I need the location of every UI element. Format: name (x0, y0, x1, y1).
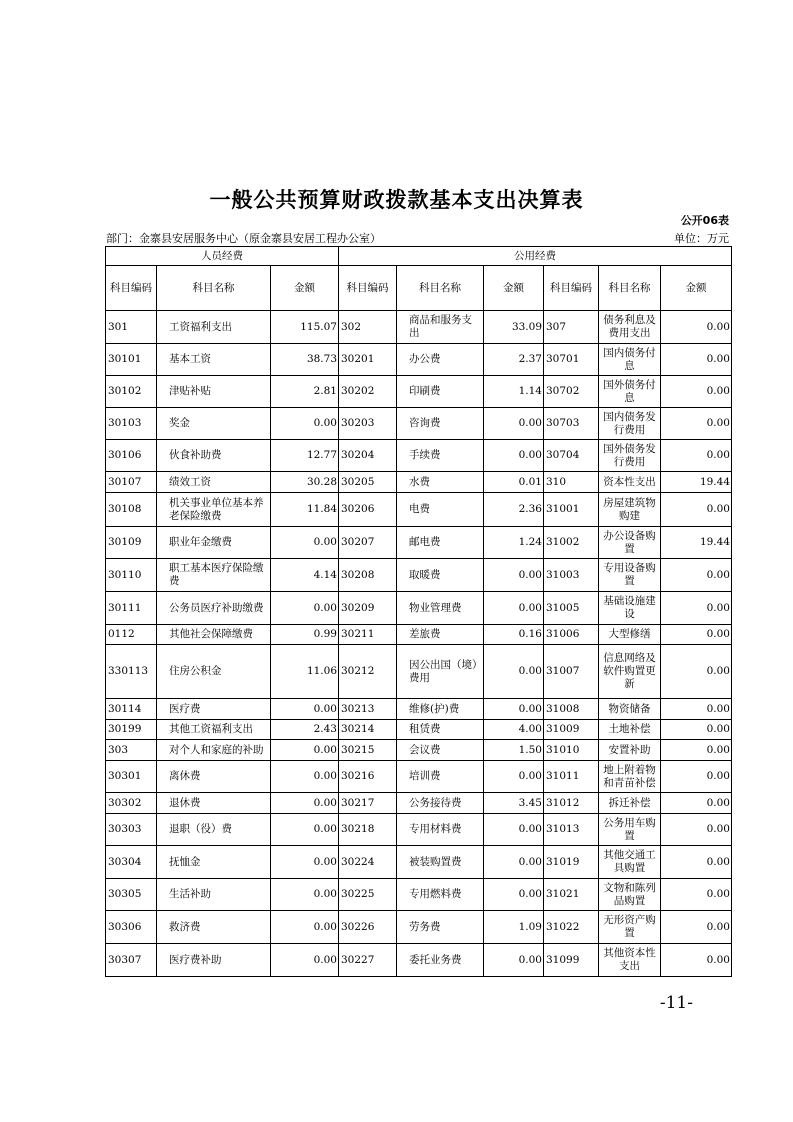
public-amount-cell: 0.00 (484, 408, 544, 440)
table-row (106, 472, 732, 493)
capital-name-cell: 安置补助 (599, 740, 661, 761)
public-name-cell: 邮电费 (397, 527, 484, 559)
personnel-amount-cell: 0.00 (271, 944, 339, 977)
capital-name-cell: 公务用车购置 (599, 814, 661, 846)
personnel-name-cell: 其他社会保障缴费 (157, 625, 271, 645)
name-header: 科目名称 (599, 266, 661, 311)
personnel-code-cell: 30199 (106, 720, 157, 740)
public-amount-cell: 0.16 (484, 625, 544, 645)
public-code-cell: 30202 (339, 376, 397, 408)
public-amount-cell: 0.00 (484, 761, 544, 793)
capital-code-cell: 30703 (544, 408, 599, 440)
capital-name-cell: 其他资本性支出 (599, 944, 661, 977)
public-amount-cell: 0.00 (484, 592, 544, 625)
personnel-name-cell: 住房公积金 (157, 645, 271, 699)
capital-name-cell: 基础设施建设 (599, 592, 661, 625)
personnel-code-cell: 30302 (106, 793, 157, 814)
capital-name-cell: 国内债务发行费用 (599, 408, 661, 440)
personnel-name-cell: 对个人和家庭的补助 (157, 740, 271, 761)
capital-code-cell: 31003 (544, 559, 599, 592)
table-row (106, 720, 732, 740)
capital-code-cell: 31005 (544, 592, 599, 625)
capital-amount-cell: 0.00 (661, 440, 732, 472)
capital-name-cell: 物资储备 (599, 699, 661, 720)
capital-code-cell: 310 (544, 472, 599, 493)
public-name-cell: 咨询费 (397, 408, 484, 440)
personnel-amount-cell: 2.43 (271, 720, 339, 740)
personnel-name-cell: 医疗费补助 (157, 944, 271, 977)
personnel-code-cell: 30305 (106, 879, 157, 911)
personnel-code-cell: 301 (106, 311, 157, 344)
unit-label: 单位：万元 (674, 232, 729, 245)
personnel-amount-cell: 11.84 (271, 493, 339, 527)
public-name-cell: 印刷费 (397, 376, 484, 408)
public-name-cell: 劳务费 (397, 911, 484, 944)
public-name-cell: 物业管理费 (397, 592, 484, 625)
capital-amount-cell: 0.00 (661, 592, 732, 625)
public-name-cell: 维修(护)费 (397, 699, 484, 720)
capital-name-cell: 国外债务发行费用 (599, 440, 661, 472)
personnel-name-cell: 抚恤金 (157, 846, 271, 879)
capital-code-cell: 31099 (544, 944, 599, 977)
personnel-amount-cell: 0.00 (271, 879, 339, 911)
public-name-cell: 商品和服务支出 (397, 311, 484, 344)
table-row (106, 344, 732, 376)
capital-amount-cell: 0.00 (661, 559, 732, 592)
public-amount-cell: 0.00 (484, 944, 544, 977)
capital-amount-cell: 0.00 (661, 846, 732, 879)
capital-code-cell: 31019 (544, 846, 599, 879)
personnel-amount-cell: 0.00 (271, 793, 339, 814)
capital-amount-cell: 19.44 (661, 527, 732, 559)
personnel-amount-cell: 115.07 (271, 311, 339, 344)
personnel-name-cell: 基本工资 (157, 344, 271, 376)
capital-amount-cell: 0.00 (661, 740, 732, 761)
public-amount-cell: 0.01 (484, 472, 544, 493)
public-amount-cell: 0.00 (484, 645, 544, 699)
capital-name-cell: 其他交通工具购置 (599, 846, 661, 879)
capital-amount-cell: 0.00 (661, 376, 732, 408)
table-row (106, 625, 732, 645)
public-code-cell: 30201 (339, 344, 397, 376)
personnel-code-cell: 30301 (106, 761, 157, 793)
capital-name-cell: 地上附着物和青苗补偿 (599, 761, 661, 793)
personnel-amount-cell: 0.00 (271, 592, 339, 625)
public-name-cell: 被装购置费 (397, 846, 484, 879)
personnel-amount-cell: 12.77 (271, 440, 339, 472)
personnel-name-cell: 机关事业单位基本养老保险缴费 (157, 493, 271, 527)
table-row (106, 440, 732, 472)
personnel-code-cell: 30110 (106, 559, 157, 592)
personnel-name-cell: 津贴补贴 (157, 376, 271, 408)
public-code-cell: 30209 (339, 592, 397, 625)
capital-amount-cell: 0.00 (661, 814, 732, 846)
personnel-name-cell: 职业年金缴费 (157, 527, 271, 559)
capital-code-cell: 31012 (544, 793, 599, 814)
personnel-name-cell: 退休费 (157, 793, 271, 814)
capital-name-cell: 国内债务付息 (599, 344, 661, 376)
public-name-cell: 培训费 (397, 761, 484, 793)
amount-header: 金额 (271, 266, 339, 311)
capital-amount-cell: 0.00 (661, 699, 732, 720)
capital-amount-cell: 0.00 (661, 761, 732, 793)
public-amount-cell: 3.45 (484, 793, 544, 814)
personnel-amount-cell: 0.00 (271, 408, 339, 440)
capital-name-cell: 土地补偿 (599, 720, 661, 740)
public-name-cell: 专用材料费 (397, 814, 484, 846)
personnel-amount-cell: 30.28 (271, 472, 339, 493)
public-name-cell: 因公出国（境）费用 (397, 645, 484, 699)
page-number: -11- (659, 993, 693, 1013)
personnel-name-cell: 奖金 (157, 408, 271, 440)
capital-amount-cell: 0.00 (661, 344, 732, 376)
personnel-code-cell: 0112 (106, 625, 157, 645)
public-amount-cell: 1.09 (484, 911, 544, 944)
personnel-code-cell: 30107 (106, 472, 157, 493)
personnel-code-cell: 30106 (106, 440, 157, 472)
capital-name-cell: 债务利息及费用支出 (599, 311, 661, 344)
capital-code-cell: 31008 (544, 699, 599, 720)
personnel-name-cell: 离休费 (157, 761, 271, 793)
public-code-cell: 30212 (339, 645, 397, 699)
public-code-cell: 30214 (339, 720, 397, 740)
capital-name-cell: 专用设备购置 (599, 559, 661, 592)
capital-amount-cell: 19.44 (661, 472, 732, 493)
public-code-cell: 30218 (339, 814, 397, 846)
code-header: 科目编码 (339, 266, 397, 311)
personnel-amount-cell: 0.00 (271, 699, 339, 720)
personnel-amount-cell: 0.00 (271, 814, 339, 846)
capital-code-cell: 30701 (544, 344, 599, 376)
personnel-amount-cell: 0.99 (271, 625, 339, 645)
public-amount-cell: 2.36 (484, 493, 544, 527)
table-row (106, 592, 732, 625)
table-row (106, 645, 732, 699)
public-name-cell: 水费 (397, 472, 484, 493)
capital-amount-cell: 0.00 (661, 645, 732, 699)
public-amount-cell: 1.24 (484, 527, 544, 559)
table-row (106, 408, 732, 440)
public-code-cell: 30207 (339, 527, 397, 559)
personnel-name-cell: 职工基本医疗保险缴费 (157, 559, 271, 592)
name-header: 科目名称 (397, 266, 484, 311)
capital-amount-cell: 0.00 (661, 911, 732, 944)
personnel-code-cell: 30304 (106, 846, 157, 879)
public-code-cell: 30217 (339, 793, 397, 814)
public-name-cell: 租赁费 (397, 720, 484, 740)
capital-code-cell: 31006 (544, 625, 599, 645)
personnel-amount-cell: 0.00 (271, 761, 339, 793)
capital-code-cell: 31022 (544, 911, 599, 944)
personnel-code-cell: 330113 (106, 645, 157, 699)
form-number: 公开06表 (680, 214, 729, 227)
table-row (106, 740, 732, 761)
personnel-amount-cell: 11.06 (271, 645, 339, 699)
capital-name-cell: 房屋建筑物购建 (599, 493, 661, 527)
public-amount-cell: 33.09 (484, 311, 544, 344)
personnel-amount-cell: 2.81 (271, 376, 339, 408)
public-amount-cell: 0.00 (484, 559, 544, 592)
table-row (106, 559, 732, 592)
public-name-cell: 会议费 (397, 740, 484, 761)
personnel-code-cell: 30102 (106, 376, 157, 408)
personnel-amount-cell: 0.00 (271, 527, 339, 559)
table-row (106, 911, 732, 944)
code-header: 科目编码 (106, 266, 157, 311)
public-name-cell: 电费 (397, 493, 484, 527)
personnel-amount-cell: 4.14 (271, 559, 339, 592)
public-amount-cell: 0.00 (484, 879, 544, 911)
table-row (106, 311, 732, 344)
public-amount-cell: 0.00 (484, 846, 544, 879)
personnel-code-cell: 30101 (106, 344, 157, 376)
public-code-cell: 30226 (339, 911, 397, 944)
public-header: 公用经费 (339, 247, 732, 266)
personnel-name-cell: 救济费 (157, 911, 271, 944)
personnel-code-cell: 30303 (106, 814, 157, 846)
table-row (106, 846, 732, 879)
capital-name-cell: 大型修缮 (599, 625, 661, 645)
name-header: 科目名称 (157, 266, 271, 311)
public-code-cell: 30204 (339, 440, 397, 472)
personnel-amount-cell: 0.00 (271, 846, 339, 879)
capital-name-cell: 信息网络及软件购置更新 (599, 645, 661, 699)
public-name-cell: 委托业务费 (397, 944, 484, 977)
budget-table (105, 246, 732, 977)
personnel-amount-cell: 38.73 (271, 344, 339, 376)
public-code-cell: 30211 (339, 625, 397, 645)
table-row (106, 376, 732, 408)
personnel-code-cell: 30114 (106, 699, 157, 720)
public-amount-cell: 0.00 (484, 440, 544, 472)
public-code-cell: 30203 (339, 408, 397, 440)
personnel-code-cell: 30109 (106, 527, 157, 559)
public-name-cell: 公务接待费 (397, 793, 484, 814)
table-row (106, 793, 732, 814)
public-amount-cell: 1.14 (484, 376, 544, 408)
capital-amount-cell: 0.00 (661, 793, 732, 814)
table-row (106, 879, 732, 911)
capital-amount-cell: 0.00 (661, 879, 732, 911)
public-code-cell: 30224 (339, 846, 397, 879)
personnel-name-cell: 工资福利支出 (157, 311, 271, 344)
table-row (106, 699, 732, 720)
public-code-cell: 30216 (339, 761, 397, 793)
capital-code-cell: 31002 (544, 527, 599, 559)
capital-code-cell: 31021 (544, 879, 599, 911)
capital-code-cell: 31009 (544, 720, 599, 740)
amount-header: 金额 (484, 266, 544, 311)
public-code-cell: 30225 (339, 879, 397, 911)
capital-amount-cell: 0.00 (661, 408, 732, 440)
capital-name-cell: 拆迁补偿 (599, 793, 661, 814)
capital-name-cell: 办公设备购置 (599, 527, 661, 559)
personnel-code-cell: 30103 (106, 408, 157, 440)
personnel-name-cell: 退职（役）费 (157, 814, 271, 846)
capital-amount-cell: 0.00 (661, 625, 732, 645)
amount-header: 金额 (661, 266, 732, 311)
public-name-cell: 专用燃料费 (397, 879, 484, 911)
public-amount-cell: 0.00 (484, 814, 544, 846)
capital-code-cell: 31010 (544, 740, 599, 761)
personnel-name-cell: 医疗费 (157, 699, 271, 720)
public-code-cell: 30227 (339, 944, 397, 977)
personnel-name-cell: 生活补助 (157, 879, 271, 911)
capital-code-cell: 30704 (544, 440, 599, 472)
capital-name-cell: 无形资产购置 (599, 911, 661, 944)
public-name-cell: 办公费 (397, 344, 484, 376)
public-name-cell: 手续费 (397, 440, 484, 472)
personnel-code-cell: 303 (106, 740, 157, 761)
public-code-cell: 30208 (339, 559, 397, 592)
table-row (106, 814, 732, 846)
capital-code-cell: 307 (544, 311, 599, 344)
public-name-cell: 差旅费 (397, 625, 484, 645)
table-row (106, 761, 732, 793)
public-amount-cell: 1.50 (484, 740, 544, 761)
report-title: 一般公共预算财政拨款基本支出决算表 (209, 188, 584, 212)
table-row (106, 493, 732, 527)
personnel-name-cell: 伙食补助费 (157, 440, 271, 472)
capital-code-cell: 31013 (544, 814, 599, 846)
public-name-cell: 取暖费 (397, 559, 484, 592)
personnel-name-cell: 公务员医疗补助缴费 (157, 592, 271, 625)
personnel-code-cell: 30307 (106, 944, 157, 977)
personnel-code-cell: 30306 (106, 911, 157, 944)
public-amount-cell: 0.00 (484, 699, 544, 720)
public-code-cell: 30205 (339, 472, 397, 493)
table-body (106, 311, 732, 977)
public-code-cell: 30215 (339, 740, 397, 761)
capital-name-cell: 文物和陈列品购置 (599, 879, 661, 911)
capital-code-cell: 31011 (544, 761, 599, 793)
public-code-cell: 30206 (339, 493, 397, 527)
department-label: 部门：金寨县安居服务中心（原金寨县安居工程办公室） (106, 232, 381, 245)
capital-name-cell: 资本性支出 (599, 472, 661, 493)
code-header: 科目编码 (544, 266, 599, 311)
personnel-name-cell: 绩效工资 (157, 472, 271, 493)
personnel-name-cell: 其他工资福利支出 (157, 720, 271, 740)
personnel-amount-cell: 0.00 (271, 911, 339, 944)
personnel-amount-cell: 0.00 (271, 740, 339, 761)
capital-amount-cell: 0.00 (661, 311, 732, 344)
capital-code-cell: 31001 (544, 493, 599, 527)
public-amount-cell: 4.00 (484, 720, 544, 740)
public-code-cell: 302 (339, 311, 397, 344)
table-row (106, 527, 732, 559)
public-amount-cell: 2.37 (484, 344, 544, 376)
capital-code-cell: 31007 (544, 645, 599, 699)
capital-name-cell: 国外债务付息 (599, 376, 661, 408)
public-code-cell: 30213 (339, 699, 397, 720)
personnel-header: 人员经费 (106, 247, 339, 266)
personnel-code-cell: 30111 (106, 592, 157, 625)
table-row (106, 944, 732, 977)
capital-amount-cell: 0.00 (661, 493, 732, 527)
personnel-code-cell: 30108 (106, 493, 157, 527)
capital-amount-cell: 0.00 (661, 944, 732, 977)
capital-code-cell: 30702 (544, 376, 599, 408)
capital-amount-cell: 0.00 (661, 720, 732, 740)
